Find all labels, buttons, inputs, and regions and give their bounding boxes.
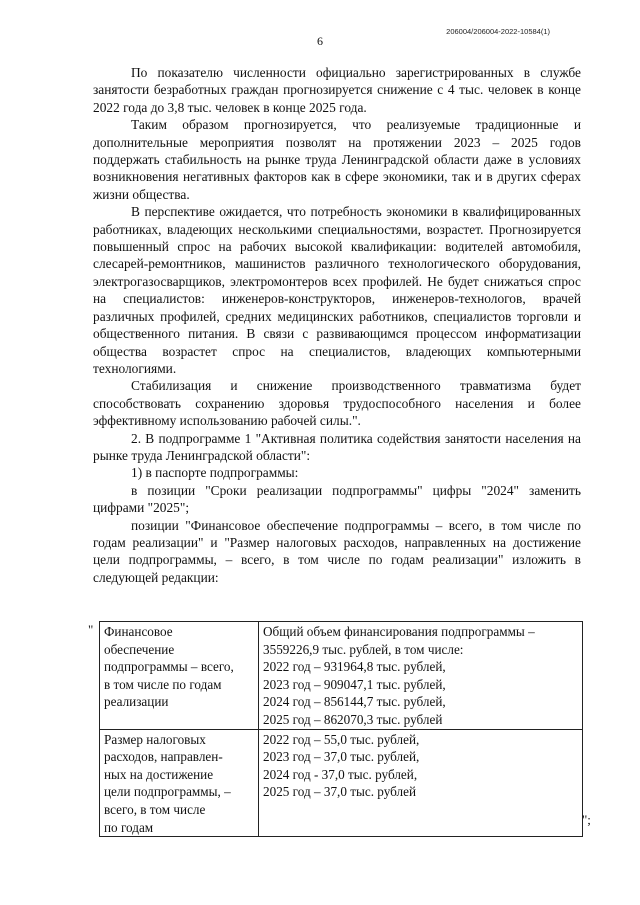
cell-line: 2022 год – 55,0 тыс. рублей, xyxy=(263,731,420,747)
paragraph-unemployment: По показателю численности официально зарегистрированных в службе занятости безработных граждан прогнозируется снижение с 4 тыс. человек в конце 2022 года до 3,8 тыс. человек в конце 2025 года. xyxy=(93,65,581,115)
passport-table-wrap xyxy=(93,621,581,837)
cell-line: 2023 год – 909047,1 тыс. рублей, xyxy=(263,676,446,692)
paragraph-injuries: Стабилизация и снижение производственного травматизма будет способствовать сохранению здоровья трудоспособного населения и более эффективному использованию рабочей силы.". xyxy=(93,378,581,429)
row-label-tax xyxy=(100,729,259,837)
paragraph-demand: В перспективе ожидается, что потребность экономики в квалифицированных работниках, владеющих несколькими специальностями, возрастет. Прогнозируется повышенный спрос на рабочих высокой квалификации: водителей автомобиля, слесарей-ремонтников, машинистов различного технологического оборудования, электрогазосварщиков, электромонтеров всех профилей. Не будет снижаться спрос на специалистов: инженеров-конструкторов, инженеров-технологов, врачей различных профилей, средних медицинских работников, специалистов торговли и общественного питания. В связи с развивающимся процессом информатизации общества возрастет спрос на специалистов, владеющих компьютерными технологиями. xyxy=(93,204,581,376)
cell-line: Финансовое xyxy=(104,624,173,639)
paragraph-stability: Таким образом прогнозируется, что реализуемые традиционные и дополнительные мероприятия позволят на протяжении 2023 – 2025 годов поддержать стабильность на рынке труда Ленинградской области даже в условиях возникновения негативных факторов как в сфере экономики, так и в других сферах жизни общества. xyxy=(93,117,581,202)
cell-line: обеспечение xyxy=(104,641,175,657)
body-text xyxy=(93,64,581,586)
row-label-financing xyxy=(100,622,259,730)
cell-line: в том числе по годам xyxy=(104,676,222,692)
cell-line: всего, в том числе xyxy=(104,801,206,817)
row-value-tax xyxy=(259,729,583,837)
quote-close: "; xyxy=(582,812,591,827)
cell-line: 2025 год – 862070,3 тыс. рублей xyxy=(263,711,443,727)
paragraph-subprogram: 2. В подпрограмме 1 "Активная политика содействия занятости населения на рынке труда Ленинградской области": xyxy=(93,430,581,463)
cell-line: 3559226,9 тыс. рублей, в том числе: xyxy=(263,641,464,657)
cell-line: 2023 год – 37,0 тыс. рублей, xyxy=(263,749,420,765)
cell-line: по годам xyxy=(104,819,154,835)
cell-line: 2024 год - 37,0 тыс. рублей, xyxy=(263,766,418,782)
page-number: 6 xyxy=(317,34,323,48)
document-id: 206004/206004-2022-10584(1) xyxy=(446,27,550,36)
row-value-financing xyxy=(259,622,583,730)
paragraph-terms: в позиции "Сроки реализации подпрограммы" цифры "2024" заменить цифрами "2025"; xyxy=(93,482,581,516)
paragraph-passport: 1) в паспорте подпрограммы: xyxy=(131,465,299,481)
cell-line: подпрограммы – всего, xyxy=(104,659,234,675)
cell-line: реализации xyxy=(104,694,169,710)
cell-line: 2025 год – 37,0 тыс. рублей xyxy=(263,784,417,800)
quote-open: " xyxy=(88,622,94,637)
cell-line: ных на достижение xyxy=(104,766,214,782)
cell-line: цели подпрограммы, – xyxy=(104,784,231,800)
cell-line: Размер налоговых xyxy=(104,731,206,747)
cell-line: 2024 год – 856144,7 тыс. рублей, xyxy=(263,694,446,710)
table-row xyxy=(100,622,583,730)
cell-line: 2022 год – 931964,8 тыс. рублей, xyxy=(263,659,446,675)
paragraph-positions: позиции "Финансовое обеспечение подпрограммы – всего, в том числе по годам реализации" и "Размер налоговых расходов, направленных на достижение цели подпрограммы, – всего, в том числе по годам реализации" изложить в следующей редакции: xyxy=(93,517,581,585)
cell-line: расходов, направлен- xyxy=(104,749,223,765)
table-row xyxy=(100,729,583,837)
passport-table xyxy=(99,621,583,837)
cell-line: Общий объем финансирования подпрограммы – xyxy=(263,624,535,639)
